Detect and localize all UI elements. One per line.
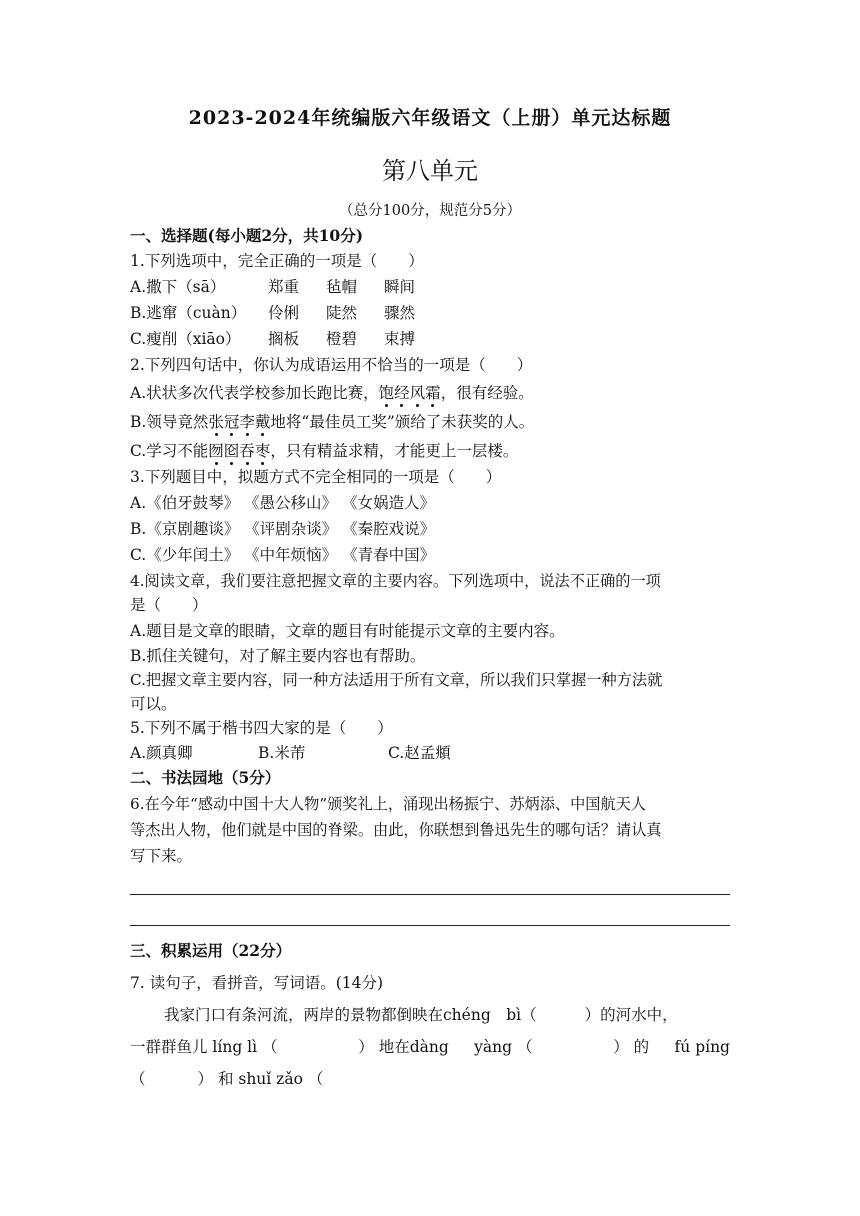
q4-option-a: A.题目是文章的眼睛，文章的题目有时能提示文章的主要内容。: [130, 622, 565, 640]
q5-option-c: C.赵孟頫: [388, 744, 451, 762]
q4-option-c-cont: 可以。: [130, 695, 177, 713]
option-text: ，很有经验。: [440, 384, 534, 402]
option-text: ，只有精益求精，才能更上一层楼。: [270, 442, 519, 460]
passage-line: [164, 1005, 678, 1025]
q1-word: 陡然: [326, 304, 358, 322]
q2-option-b: [130, 412, 534, 432]
q1-stem: 1.下列选项中，完全正确的一项是（ ）: [130, 252, 424, 270]
q1-word: 伶俐: [268, 304, 300, 322]
emphasis-char: 枣: [254, 442, 271, 460]
q1-word: 瞬间: [384, 278, 416, 296]
unit-title: 第八单元: [382, 157, 478, 185]
q2-stem: 2.下列四句话中，你认为成语运用不恰当的一项是（ ）: [130, 356, 533, 374]
passage-text: ） 的: [613, 1038, 650, 1056]
emphasis-char: 张: [208, 413, 224, 431]
passage-line: [130, 1069, 323, 1089]
q3-stem: 3.下列题目中，拟题方式不完全相同的一项是（ ）: [130, 468, 502, 486]
q6-text: 等杰出人物，他们就是中国的脊梁。由此，你联想到鲁迅先生的哪句话？请认真: [130, 821, 662, 839]
q6-text: 6.在今年“感动中国十大人物”颁奖礼上，涌现出杨振宁、苏炳添、中国航天人: [130, 795, 647, 813]
option-text: A.状状多次代表学校参加长跑比赛，: [130, 384, 379, 402]
passage-text: ） 地在dàng: [358, 1038, 449, 1056]
q1-option-label: A.撒下（sā）: [130, 278, 226, 296]
section-2-heading: 二、书法园地（5分）: [130, 768, 281, 787]
emphasis-char: 霜: [425, 384, 441, 402]
passage-text: ） 和 shuǐ zǎo （: [197, 1070, 324, 1088]
q5-stem: 5.下列不属于楷书四大家的是（ ）: [130, 719, 393, 737]
q6-text: 写下来。: [130, 847, 193, 865]
passage-text: 一群群鱼儿 líng lì （: [130, 1038, 278, 1056]
emphasis-char: 李: [239, 413, 255, 431]
q7-stem: 7. 读句子，看拼音，写词语。(14分): [130, 974, 384, 992]
passage-text: ）的河水中，: [584, 1006, 678, 1024]
q5-options: [130, 743, 451, 763]
emphasis-char: 吞: [239, 442, 255, 460]
answer-blank[interactable]: [558, 1037, 588, 1057]
q2-option-c: [130, 441, 518, 461]
emphasis-char: 风: [409, 384, 426, 402]
q1-word: 搁板: [268, 330, 300, 348]
answer-line[interactable]: [130, 925, 730, 926]
section-1-heading: 一、选择题(每小题2分，共10分): [130, 226, 364, 245]
q1-option-b: [130, 303, 415, 323]
option-text: 地将“最佳员工奖”颁给了未获奖的人。: [270, 413, 535, 431]
passage-text: fú píng: [674, 1038, 730, 1056]
section-3-heading: 三、积累运用（22分）: [130, 941, 292, 960]
emphasis-char: 戴: [254, 413, 271, 431]
q1-word: 毡帽: [326, 278, 358, 296]
q5-option-b: B.米芾: [258, 744, 306, 762]
q1-option-c: [130, 329, 415, 349]
q4-stem: 4.阅读文章，我们要注意把握文章的主要内容。下列选项中，说法不正确的一项: [130, 572, 661, 590]
q1-word: 束搏: [384, 330, 416, 348]
q4-option-b: B.抓住关键句，对了解主要内容也有帮助。: [130, 647, 426, 665]
q4-stem-cont: 是（ ）: [130, 596, 208, 614]
emphasis-char: 饱: [378, 384, 395, 402]
score-note: （总分100分，规范分5分）: [339, 203, 521, 219]
q1-option-label: B.逃窜（cuàn）: [130, 304, 247, 322]
q5-option-a: A.颜真卿: [130, 744, 193, 762]
emphasis-char: 冠: [223, 413, 240, 431]
document-title: 2023-2024年统编版六年级语文（上册）单元达标题: [188, 107, 672, 129]
q3-option-c: C.《少年闰土》 《中年烦恼》 《青春中国》: [130, 546, 436, 564]
q3-option-a: A.《伯牙鼓琴》 《愚公移山》 《女娲造人》: [130, 494, 435, 512]
q3-option-b: B.《京剧趣谈》 《评剧杂谈》 《秦腔戏说》: [130, 520, 436, 538]
passage-line: [130, 1037, 730, 1057]
option-text: C.学习不能: [130, 442, 209, 460]
q1-word: 骤然: [384, 304, 416, 322]
passage-text: 我家门口有条河流，两岸的景物都倒映在chéng bì（: [164, 1006, 537, 1024]
q1-word: 橙碧: [326, 330, 358, 348]
passage-text: yàng （: [474, 1038, 533, 1056]
passage-text: （: [130, 1070, 146, 1088]
q2-option-a: [130, 383, 534, 403]
q1-option-label: C.瘦削（xiāo）: [130, 330, 241, 348]
q4-option-c: C.把握文章主要内容，同一种方法适用于所有文章，所以我们只掌握一种方法就: [130, 671, 663, 689]
q1-word: 郑重: [268, 278, 300, 296]
emphasis-char: 囵: [223, 442, 240, 460]
emphasis-char: 经: [394, 384, 410, 402]
q1-option-a: [130, 277, 415, 297]
option-text: B.领导竟然: [130, 413, 209, 431]
emphasis-char: 囫: [208, 442, 224, 460]
answer-line[interactable]: [130, 894, 730, 895]
answer-blank[interactable]: [303, 1037, 333, 1057]
